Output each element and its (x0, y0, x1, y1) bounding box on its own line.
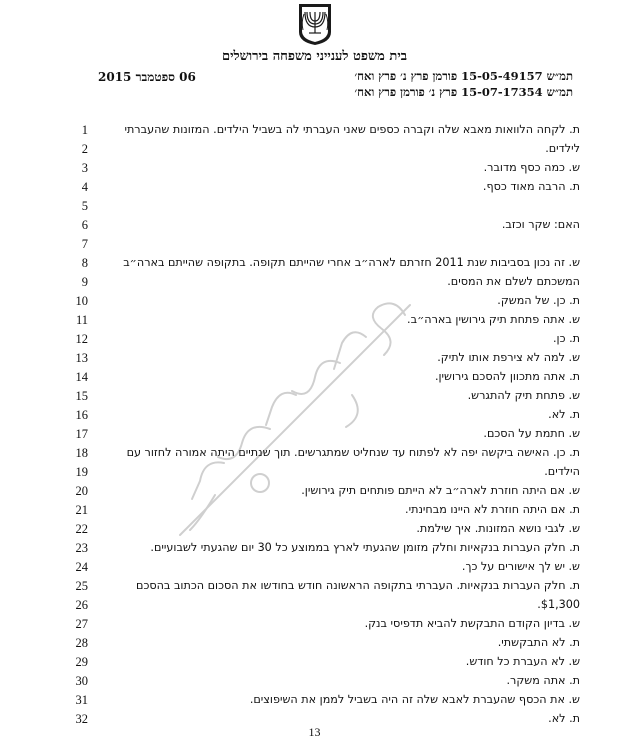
line-text: ת. אתה משקר. (506, 674, 580, 687)
line-number: 25 (75, 579, 88, 593)
transcript-line (0, 615, 629, 635)
line-text: המשכתם לשלם את המסים. (447, 275, 580, 288)
transcript-line (0, 140, 629, 160)
state-emblem-icon (297, 2, 333, 46)
line-number: 6 (81, 218, 88, 232)
page-number: 13 (308, 725, 321, 739)
line-text: ת. חלק העברות בנקאיות וחלק מזומן שהגעתי לארץ בממוצע כל 30 יום שהגעתי לשבועיים. (150, 541, 580, 554)
line-number: 1 (81, 123, 88, 137)
line-number: 22 (75, 522, 88, 536)
transcript-line (0, 520, 629, 540)
line-number: 21 (75, 503, 88, 517)
line-number: 24 (75, 560, 88, 574)
line-number: 20 (75, 484, 88, 498)
transcript-line (0, 216, 629, 236)
transcript-line (0, 159, 629, 179)
line-number: 2 (81, 142, 88, 156)
line-text: ש. כמה כסף מדובר. (483, 161, 580, 174)
transcript-line (0, 444, 629, 464)
line-number: 32 (75, 712, 88, 726)
transcript-line (0, 406, 629, 426)
transcript-line (0, 577, 629, 597)
transcript-line (0, 197, 629, 217)
line-number: 4 (81, 180, 88, 194)
line-number: 13 (75, 351, 88, 365)
line-text: ת. הרבה מאוד כסף. (482, 180, 580, 193)
case-number-line: תמ״ש 15-05-49157 פורמן פרץ נ׳ פרץ ואח׳ (354, 69, 573, 83)
line-number: 10 (75, 294, 88, 308)
line-text: ת. אתה מתכוון להסכם גירושין. (434, 370, 580, 383)
line-text: ת. כן. האישה ביקשה יפה לא לפתוח עד שנחליט שמתגרשים. תוך שנתיים היתה אמורה לחזור עם (126, 446, 580, 459)
line-text: ת. לא. (548, 408, 580, 421)
line-number: 12 (75, 332, 88, 346)
line-text: ש. אם היתה חוזרת לארה״ב לא הייתם פותחים תיק גירושין. (301, 484, 580, 497)
line-number: 18 (75, 446, 88, 460)
transcript-line (0, 672, 629, 692)
transcript-line (0, 235, 629, 255)
transcript-line (0, 596, 629, 616)
line-number: 11 (75, 313, 88, 327)
line-text: ש. למה לא צירפת אותו לתיק. (437, 351, 580, 364)
transcript-line (0, 387, 629, 407)
transcript-line (0, 539, 629, 559)
transcript-line (0, 463, 629, 483)
line-number: 8 (81, 256, 88, 270)
line-text: ת. לא. (548, 712, 580, 725)
line-text: ש. את הכסף שהעברת לאבא שלה זה היה בשביל לממן את השיפוצים. (249, 693, 580, 706)
case-numbers (354, 68, 573, 100)
line-number: 26 (75, 598, 88, 612)
line-number: 5 (81, 199, 88, 213)
line-number: 31 (75, 693, 88, 707)
transcript-line (0, 349, 629, 369)
transcript-line (0, 691, 629, 711)
transcript-line (0, 178, 629, 198)
court-name: בית משפט לענייני משפחה בירושלים (221, 49, 407, 64)
transcript-line (0, 558, 629, 578)
transcript-line (0, 653, 629, 673)
line-number: 30 (75, 674, 88, 688)
transcript-line (0, 482, 629, 502)
line-text: הילדים. (544, 465, 580, 478)
line-text: ת. לקחה הלוואות מאבא שלה וקברה כספים שאני העברתי לה בשביל הילדים. המזונות שהעברתי (124, 123, 580, 136)
line-text: ת. כן. של המשק. (497, 294, 580, 307)
transcript-line (0, 330, 629, 350)
line-text: ש. זה נכון בסביבות שנת 2011 חזרתם לארה״ב אחרי שהייתם תקופה. בתקופה שהייתם בארה״ב (123, 256, 580, 269)
line-number: 7 (81, 237, 88, 251)
line-text: ת. כן. (553, 332, 580, 345)
transcript-line (0, 254, 629, 274)
line-text: ש. בדיון הקודם התבקשת להביא תדפיסי בנק. (364, 617, 580, 630)
line-text: ש. יש לך אישורים על כך. (461, 560, 580, 573)
line-text: האם: שקר וכזב. (501, 218, 580, 231)
case-number-line: תמ״ש 15-07-17354 פרץ נ׳ פורמן פרץ ואח׳ (354, 85, 573, 99)
line-number: 3 (81, 161, 88, 175)
transcript-line (0, 501, 629, 521)
transcript-line (0, 634, 629, 654)
line-number: 28 (75, 636, 88, 650)
line-number: 27 (75, 617, 88, 631)
line-number: 19 (75, 465, 88, 479)
transcript-line (0, 292, 629, 312)
transcript-line (0, 273, 629, 293)
transcript-line (0, 121, 629, 141)
line-text: לילדים. (545, 142, 580, 155)
hearing-date: 06 ספטמבר 2015 (98, 70, 196, 84)
line-text: ש. לא העברת כל חודש. (465, 655, 580, 668)
line-text: $1,300. (537, 598, 580, 611)
line-number: 16 (75, 408, 88, 422)
line-number: 15 (75, 389, 88, 403)
line-number: 9 (81, 275, 88, 289)
line-text: ת. אם היתה חוזרת לא היינו מבחינתי. (405, 503, 580, 516)
line-number: 23 (75, 541, 88, 555)
transcript-line (0, 311, 629, 331)
line-text: ת. חלק העברות בנקאיות. העברתי בתקופה הראשונה חודש בחודשו את הסכום הכתוב בהסכם (136, 579, 580, 592)
line-number: 14 (75, 370, 88, 384)
line-text: ש. אתה פתחת תיק גירושין בארה״ב. (407, 313, 580, 326)
transcript-line (0, 368, 629, 388)
line-number: 17 (75, 427, 88, 441)
line-text: ש. חתמת על הסכם. (483, 427, 580, 440)
line-text: ת. לא התבקשתי. (497, 636, 580, 649)
line-number: 29 (75, 655, 88, 669)
transcript-line (0, 425, 629, 445)
line-text: ש. לגבי נושא המזונות. איך שילמת. (416, 522, 580, 535)
line-text: ש. פתחת תיק להתגרש. (467, 389, 580, 402)
